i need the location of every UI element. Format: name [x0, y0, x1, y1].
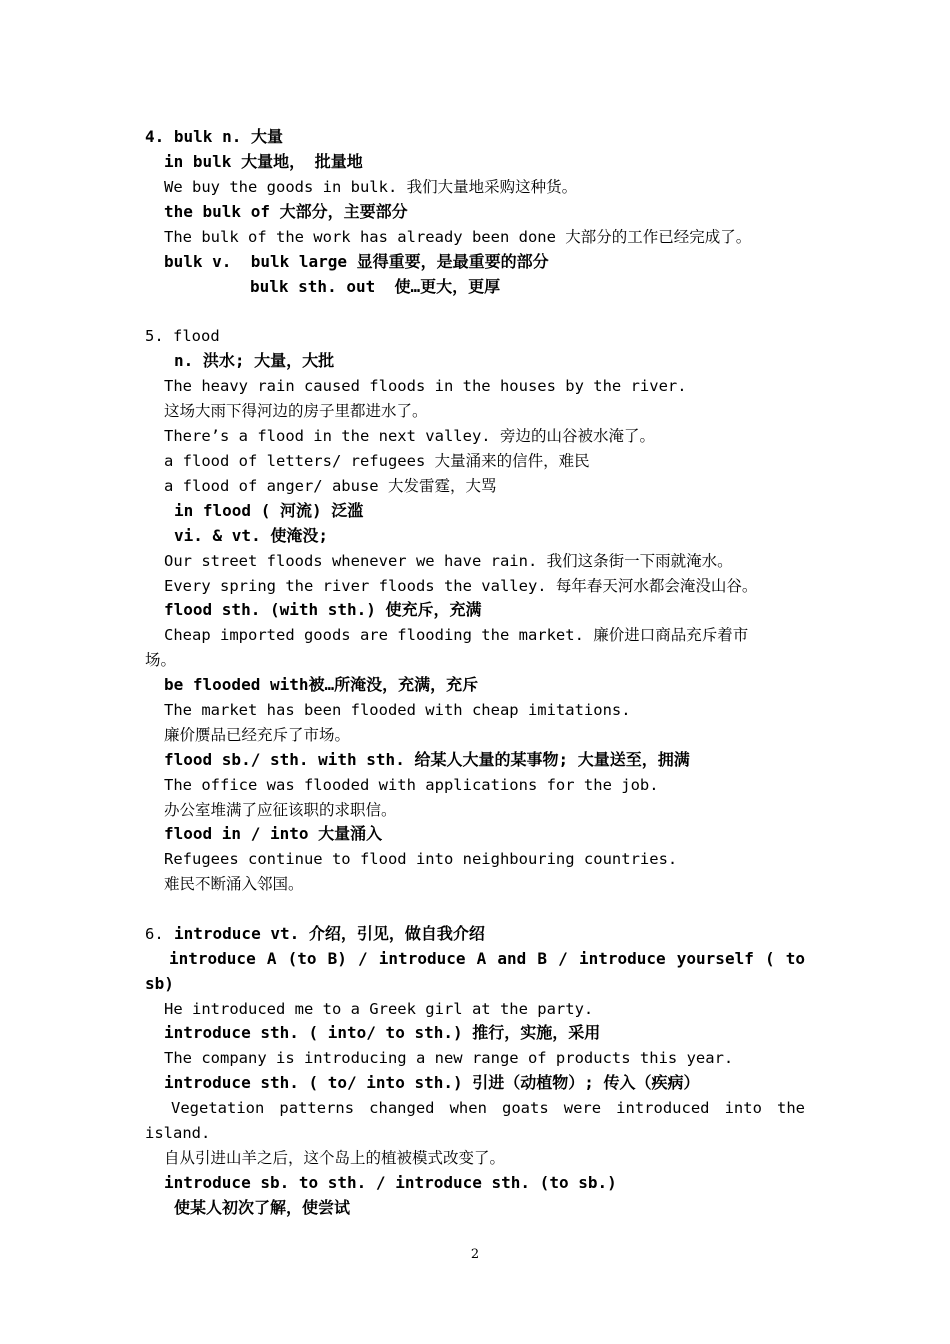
flood-phrase-be-flooded-with: be flooded with被…所淹没，充满，充斥 — [164, 675, 479, 694]
introduce-phrase-sb-to-sth: introduce sb. to sth. / introduce sth. (to sb.) — [164, 1173, 617, 1192]
bulk-phrase-bulk-out: bulk sth. out 使…更大，更厚 — [250, 277, 501, 296]
flood-example-2: There’s a flood in the next valley. 旁边的山谷被水淹了。 — [164, 427, 655, 445]
introduce-heading: introduce vt. 介绍，引见，做自我介绍 — [174, 924, 485, 943]
flood-example-6: Every spring the river floods the valley. 每年春天河水都会淹没山谷。 — [164, 577, 758, 595]
flood-example-8: The market has been flooded with cheap imitations. — [164, 701, 631, 719]
page-number: 2 — [470, 1247, 480, 1262]
flood-example-9-translation: 办公室堆满了应征该职的求职信。 — [164, 801, 397, 819]
flood-noun-def: n. 洪水; 大量，大批 — [174, 351, 335, 370]
bulk-example-2: The bulk of the work has already been done 大部分的工作已经完成了。 — [164, 228, 752, 246]
flood-phrase-in-flood: in flood ( 河流) 泛滥 — [174, 501, 364, 520]
introduce-patterns-cont: sb) — [145, 974, 174, 993]
flood-example-10: Refugees continue to flood into neighbouring countries. — [164, 850, 678, 868]
introduce-example-2: The company is introducing a new range of products this year. — [164, 1049, 734, 1067]
flood-example-10-translation: 难民不断涌入邻国。 — [164, 875, 304, 893]
flood-example-1: The heavy rain caused floods in the houses by the river. — [164, 377, 687, 395]
flood-verb-def: vi. & vt. 使淹没; — [174, 526, 328, 545]
introduce-example-3-translation: 自从引进山羊之后，这个岛上的植被模式改变了。 — [164, 1149, 506, 1167]
flood-phrase-flood-into: flood in / into 大量涌入 — [164, 824, 383, 843]
introduce-example-1: He introduced me to a Greek girl at the party. — [164, 1000, 594, 1018]
flood-example-7: Cheap imported goods are flooding the market. 廉价进口商品充斥着市 — [164, 626, 749, 644]
introduce-example-3: Vegetation patterns changed when goats were introduced into the — [171, 1099, 805, 1117]
flood-example-4: a flood of anger/ abuse 大发雷霆，大骂 — [164, 477, 497, 495]
flood-heading: 5. flood — [145, 327, 220, 345]
flood-example-7-cont: 场。 — [145, 651, 177, 669]
flood-example-3: a flood of letters/ refugees 大量涌来的信件，难民 — [164, 452, 590, 470]
bulk-heading: 4. bulk n. 大量 — [145, 127, 283, 146]
introduce-patterns: introduce A (to B) / introduce A and B / introduce yourself ( to — [169, 949, 805, 968]
bulk-phrase-the-bulk-of: the bulk of 大部分，主要部分 — [164, 202, 408, 221]
introduce-phrase-to-into: introduce sth. ( to/ into sth.) 引进（动植物）; 传入（疾病） — [164, 1073, 700, 1092]
bulk-verb-line: bulk v. bulk large 显得重要，是最重要的部分 — [164, 252, 549, 271]
introduce-phrase-into: introduce sth. ( into/ to sth.) 推行，实施，采用 — [164, 1023, 601, 1042]
introduce-phrase-meaning: 使某人初次了解，使尝试 — [174, 1198, 351, 1217]
flood-example-9: The office was flooded with applications for the job. — [164, 776, 659, 794]
flood-phrase-flood-with: flood sth. (with sth.) 使充斥，充满 — [164, 600, 482, 619]
introduce-number: 6. — [145, 925, 164, 943]
flood-example-8-translation: 廉价赝品已经充斥了市场。 — [164, 726, 351, 744]
flood-phrase-flood-sb: flood sb./ sth. with sth. 给某人大量的某事物; 大量送至，拥满 — [164, 750, 690, 769]
bulk-example-1: We buy the goods in bulk. 我们大量地采购这种货。 — [164, 178, 578, 196]
bulk-phrase-in-bulk: in bulk 大量地， 批量地 — [164, 152, 363, 171]
introduce-example-3-cont: island. — [145, 1124, 211, 1142]
flood-example-1-translation: 这场大雨下得河边的房子里都进水了。 — [164, 402, 428, 420]
flood-example-5: Our street floods whenever we have rain. 我们这条街一下雨就淹水。 — [164, 552, 733, 570]
